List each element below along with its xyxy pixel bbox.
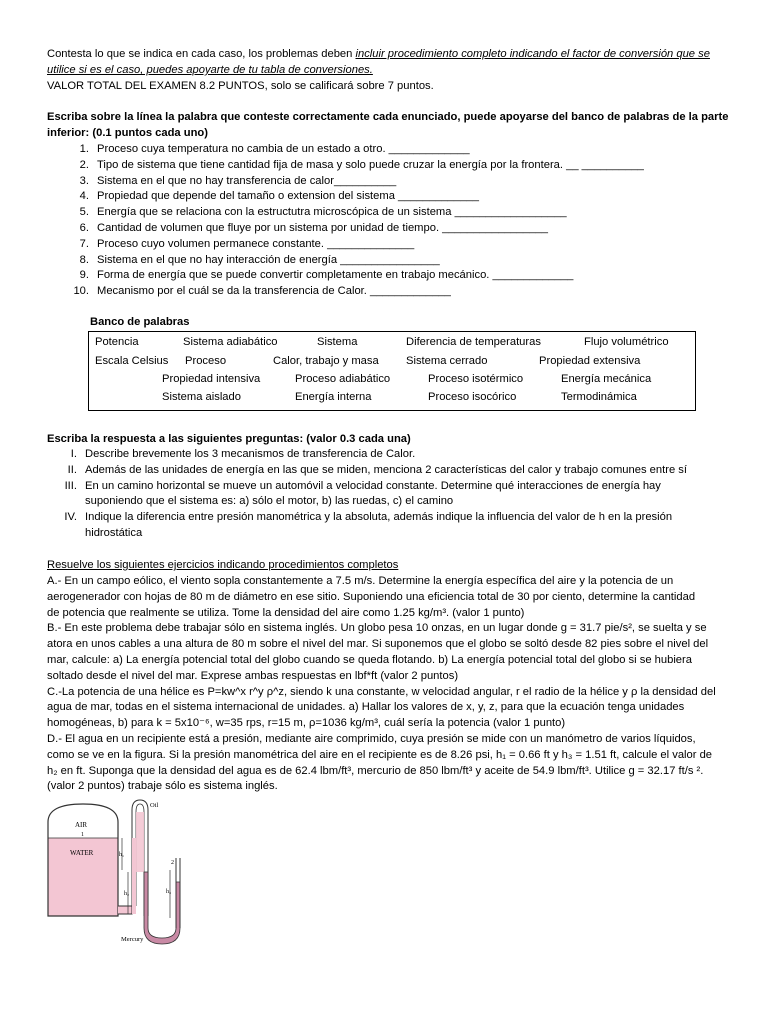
bank-word: Energía mecánica <box>561 373 652 385</box>
item-text: Sistema en el que no hay interacción de energía ________________ <box>97 253 440 266</box>
item-number: 6. <box>79 221 89 234</box>
manometer-figure <box>40 798 270 948</box>
problem-c-line: homogéneas, b) para k = 5x10⁻⁶, w=35 rps, r=15 m, ρ=1036 kg/m³, cuál sería la potencia (valor 1 punto) <box>47 717 566 730</box>
problem-a-line: aerogenerador con hojas de 80 m de diámetro en ese sitio. Suponiendo una eficiencia total de 30 por ciento, determine la cantidad <box>47 590 696 603</box>
mercury-u <box>144 872 180 944</box>
item-text: Además de las unidades de energía en las que se miden, menciona 2 características del calor y trabajo comunes entre sí <box>85 463 687 476</box>
list-item <box>47 237 727 253</box>
problem-d-line: como se ve en la figura. Si la presión manométrica del aire en el recipiente es de 8.26 psi, h₁ = 0.66 ft y h₃ = 1.51 ft, calcule el valor de <box>47 748 713 761</box>
item-number: 5. <box>79 206 89 219</box>
list-item <box>47 158 727 174</box>
item-text: Propiedad que depende del tamaño o extension del sistema _____________ <box>97 190 479 203</box>
section1-heading-2: inferior: (0.1 puntos cada uno) <box>47 127 208 139</box>
problem-d-line: D.- El agua en un recipiente está a presión, mediante aire comprimido, cuya presión se mide con un manómetro de varios líquidos, <box>47 732 696 745</box>
bank-word: Calor, trabajo y masa <box>273 355 379 367</box>
bank-word: Diferencia de temperaturas <box>406 336 541 348</box>
item-text: Proceso cuyo volumen permanece constante. ______________ <box>97 237 415 250</box>
list-item <box>47 284 727 300</box>
item-number: II. <box>67 463 77 476</box>
oil-label: Oil <box>150 802 159 809</box>
item-text: Energía que se relaciona con la estructutra microscópica de un sistema __________________ <box>97 206 567 219</box>
point-1-label: 1 <box>81 832 84 838</box>
section2-heading: Escriba la respuesta a las siguientes preguntas: (valor 0.3 cada una) <box>47 433 411 445</box>
item-number: 1. <box>79 143 89 155</box>
item-text: Mecanismo por el cuál se da la transferencia de Calor. _____________ <box>97 285 451 298</box>
section1-list <box>47 142 727 300</box>
bank-word: Sistema aislado <box>162 391 241 403</box>
list-item <box>47 205 727 221</box>
list-item <box>47 253 727 269</box>
item-text: Cantidad de volumen que fluye por un sistema por unidad de tiempo. _________________ <box>97 221 548 234</box>
h1-label: h₁ <box>119 852 125 858</box>
item-number: 4. <box>79 190 89 203</box>
item-text: Tipo de sistema que tiene cantidad fija de masa y solo puede cruzar la energía por la frontera. __ __________ <box>97 158 644 171</box>
problem-c-line: agua de mar, todas en el sistema internacional de unidades. a) Hallar los valores de x, y, z, para que la ecuación tenga unidades <box>47 701 685 714</box>
item-text: hidrostática <box>85 526 143 539</box>
connector-pipe <box>118 906 132 914</box>
item-number: 8. <box>79 253 89 266</box>
intro-line-3: VALOR TOTAL DEL EXAMEN 8.2 PUNTOS, solo se calificará sobre 7 puntos. <box>47 80 434 92</box>
bank-word: Proceso isocórico <box>428 391 517 403</box>
problem-d-line: h₂ en ft. Suponga que la densidad del agua es de 62.4 lbm/ft³, mercurio de 850 lbm/ft³ y aceite de 54.9 lbm/ft³. Utilice g = 32.17 ft/s ². <box>47 764 704 777</box>
item-number: 2. <box>79 158 89 171</box>
item-text: Sistema en el que no hay transferencia de calor__________ <box>97 174 397 187</box>
bank-word: Proceso <box>185 355 227 367</box>
h2-label: h₂ <box>124 891 130 897</box>
bank-word: Escala Celsius <box>95 355 169 367</box>
list-item <box>47 221 727 237</box>
bank-word: Proceso adiabático <box>295 373 391 385</box>
problem-b-line: mar, calcule: a) La energía potencial total del globo cuando se queda flotando. b) La energía potencial total del globo si se hubiera <box>47 653 692 666</box>
list-item <box>47 479 723 495</box>
water-label: WATER <box>70 849 94 857</box>
list-item-continuation <box>47 526 723 542</box>
item-number: 10. <box>73 285 89 298</box>
item-number: IV. <box>64 511 77 524</box>
point-2-label: 2 <box>171 860 174 866</box>
item-text: Forma de energía que se puede convertir completamente en trabajo mecánico. _____________ <box>97 269 574 282</box>
bank-word: Propiedad extensiva <box>539 355 641 367</box>
section3-problems <box>47 574 723 795</box>
item-number: I. <box>70 448 77 460</box>
intro-line-2: utilice si es el caso, puedes apoyarte de tu tabla de conversiones. <box>47 64 373 76</box>
list-item <box>47 268 727 284</box>
bank-word: Flujo volumétrico <box>584 336 669 348</box>
item-text: Indique la diferencia entre presión manométrica y la absoluta, además indique la influencia del valor de h en la presión <box>85 511 673 524</box>
list-item <box>47 510 723 526</box>
intro-text: Contesta lo que se indica en cada caso, los problemas deben <box>47 48 356 60</box>
list-item <box>47 463 723 479</box>
mercury-label: Mercury <box>121 936 144 943</box>
item-text: En un camino horizontal se mueve un automóvil a velocidad constante. Determine qué interacciones de energía hay <box>85 479 661 492</box>
bank-word: Energía interna <box>295 391 372 403</box>
section2-list <box>47 447 723 542</box>
bank-word: Termodinámica <box>561 391 637 403</box>
list-item-continuation <box>47 494 723 510</box>
bank-word: Sistema cerrado <box>406 355 488 367</box>
bank-word: Proceso isotérmico <box>428 373 524 385</box>
list-item <box>47 189 727 205</box>
word-bank <box>88 331 696 411</box>
problem-b-line: B.- En este problema debe trabajar sólo en sistema inglés. Un globo pesa 10 onzas, en un lugar donde g = 31.7 pie/s², se suelta y se <box>47 622 707 635</box>
item-text: Describe brevemente los 3 mecanismos de transferencia de Calor. <box>85 448 416 460</box>
intro-underlined-text: incluir procedimiento completo indicando el factor de conversión que se <box>355 48 710 60</box>
section3-heading: Resuelve los siguientes ejercicios indicando procedimientos completos <box>47 559 399 571</box>
problem-b-line: atora en unos cables a una altura de 80 m sobre el nivel del mar. Si suponemos que el globo se soltó desde 82 pies sobre el nivel del <box>47 638 709 651</box>
list-item <box>47 142 727 158</box>
section1-heading-1: Escriba sobre la línea la palabra que conteste correctamente cada enunciado, puede apoyarse del banco de palabras de la parte <box>47 111 729 123</box>
item-text: Proceso cuya temperatura no cambia de un estado a otro. _____________ <box>97 143 470 155</box>
bank-word: Potencia <box>95 336 139 348</box>
problem-c-line: C.-La potencia de una hélice es P=kw^x r^y ρ^z, siendo k una constante, w velocidad angular, r el radio de la hélice y ρ la densidad del <box>47 685 716 698</box>
item-number: 7. <box>79 237 89 250</box>
bank-word: Sistema adiabático <box>183 336 278 348</box>
item-number: 3. <box>79 174 89 187</box>
h3-label: h₃ <box>166 889 172 895</box>
item-text: suponiendo que el sistema es: a) sólo el motor, b) las ruedas, c) el camino <box>85 495 454 508</box>
bank-word: Propiedad intensiva <box>162 373 261 385</box>
list-item <box>47 174 727 190</box>
intro-line-1 <box>47 47 710 63</box>
problem-b-line: soltado desde el nivel del mar. Exprese ambas respuestas en lbf*ft (valor 2 puntos) <box>47 669 459 682</box>
air-label: AIR <box>75 821 88 829</box>
water-column <box>132 838 136 914</box>
bank-word: Sistema <box>317 336 358 348</box>
item-number: III. <box>64 479 77 492</box>
list-item <box>47 447 723 463</box>
problem-a-line: A.- En un campo eólico, el viento sopla constantemente a 7.5 m/s. Determine la energía específica del aire y la potencia de un <box>47 575 674 587</box>
problem-a-line: de potencia que realmente se utiliza. Tome la densidad del aire como 1.25 kg/m³. (valor 1 punto) <box>47 606 525 619</box>
item-number: 9. <box>79 269 89 282</box>
bank-title: Banco de palabras <box>90 316 190 328</box>
oil-column <box>136 812 144 872</box>
problem-d-line: (valor 2 puntos) trabaje sólo es sistema inglés. <box>47 780 278 793</box>
